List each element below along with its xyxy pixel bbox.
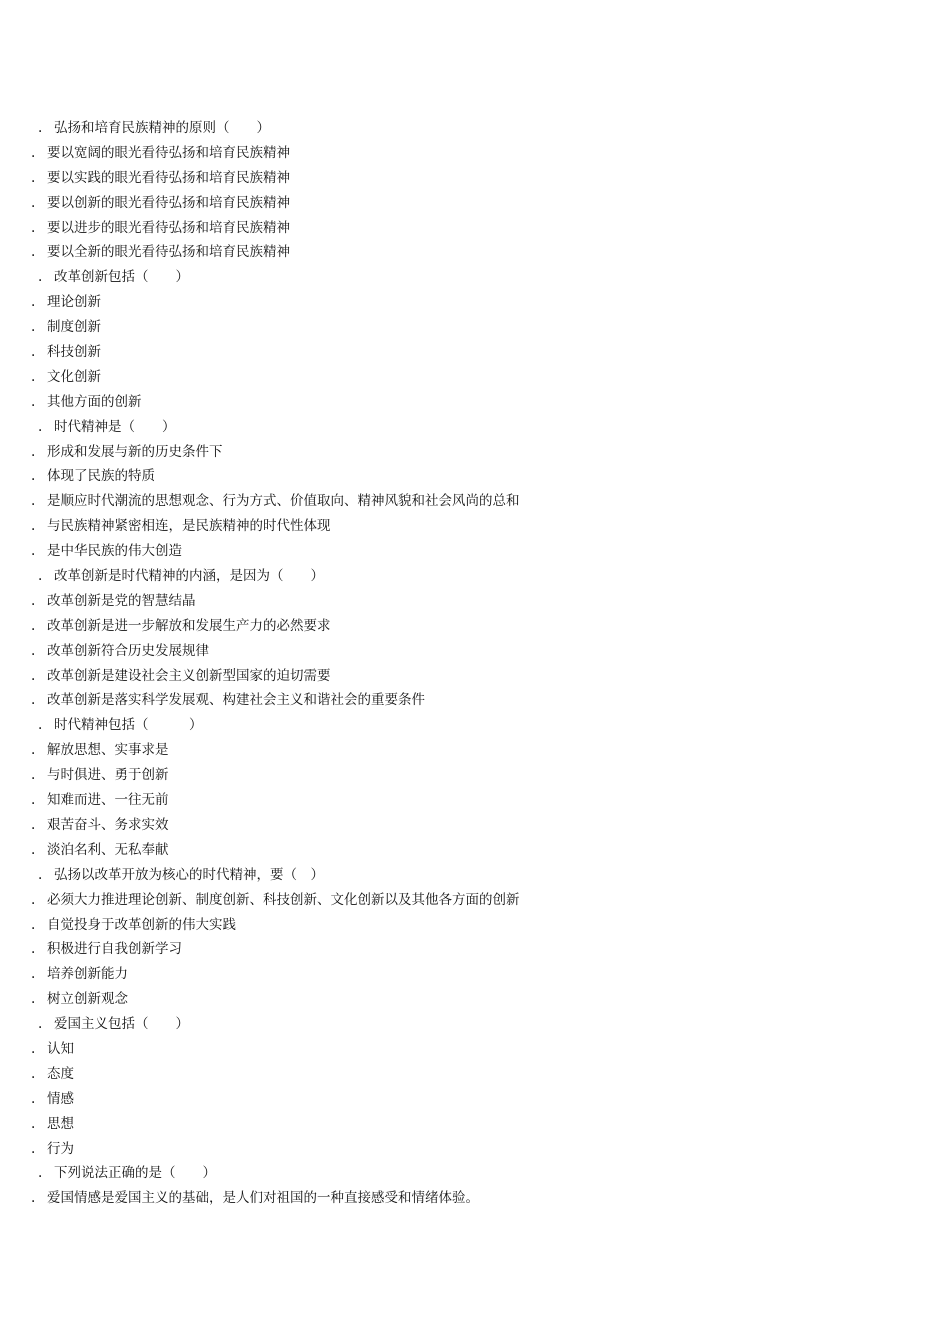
option-text: 淡泊名利、无私奉献 — [47, 841, 169, 858]
option-text: 体现了民族的特质 — [47, 468, 155, 485]
option-1-4 — [0, 216, 950, 241]
option-7-5 — [0, 1137, 950, 1162]
question-text: 弘扬和培育民族精神的原则（ ） — [54, 120, 270, 136]
option-1-1 — [0, 141, 950, 166]
question-4 — [0, 564, 950, 589]
option-marker: . — [31, 891, 36, 908]
option-3-2 — [0, 464, 950, 489]
option-3-1 — [0, 440, 950, 465]
option-3-3 — [0, 489, 950, 514]
option-6-2 — [0, 913, 950, 938]
option-1-2 — [0, 166, 950, 191]
question-marker: . — [38, 568, 43, 585]
option-marker: . — [31, 219, 36, 236]
option-text: 认知 — [47, 1040, 74, 1057]
option-marker: . — [31, 294, 36, 311]
question-2 — [0, 265, 950, 290]
option-text: 与时俱进、勇于创新 — [47, 767, 169, 784]
option-7-4 — [0, 1112, 950, 1137]
option-text: 行为 — [47, 1140, 74, 1157]
option-text: 要以全新的眼光看待弘扬和培育民族精神 — [47, 244, 290, 261]
option-marker: . — [31, 1090, 36, 1107]
option-marker: . — [31, 642, 36, 659]
option-marker: . — [31, 518, 36, 535]
option-text: 科技创新 — [47, 344, 101, 361]
option-marker: . — [31, 393, 36, 410]
question-marker: . — [38, 717, 43, 734]
option-marker: . — [31, 493, 36, 510]
option-text: 要以实践的眼光看待弘扬和培育民族精神 — [47, 169, 290, 186]
question-marker: . — [38, 269, 43, 286]
option-marker: . — [31, 742, 36, 759]
option-7-3 — [0, 1087, 950, 1112]
option-marker: . — [31, 617, 36, 634]
option-text: 理论创新 — [47, 294, 101, 311]
option-marker: . — [31, 692, 36, 709]
option-text: 爱国情感是爱国主义的基础，是人们对祖国的一种直接感受和情绪体验。 — [47, 1190, 479, 1207]
option-marker: . — [31, 344, 36, 361]
option-marker: . — [31, 1065, 36, 1082]
option-1-3 — [0, 191, 950, 216]
option-text: 改革创新符合历史发展规律 — [47, 642, 209, 659]
option-marker: . — [31, 368, 36, 385]
option-7-1 — [0, 1037, 950, 1062]
option-5-2 — [0, 763, 950, 788]
option-marker: . — [31, 592, 36, 609]
option-4-3 — [0, 639, 950, 664]
option-text: 必须大力推进理论创新、制度创新、科技创新、文化创新以及其他各方面的创新 — [47, 891, 520, 908]
option-marker: . — [31, 792, 36, 809]
option-marker: . — [31, 841, 36, 858]
option-marker: . — [31, 816, 36, 833]
option-text: 自觉投身于改革创新的伟大实践 — [47, 916, 236, 933]
option-3-4 — [0, 514, 950, 539]
option-5-4 — [0, 813, 950, 838]
option-marker: . — [31, 244, 36, 261]
option-marker: . — [31, 1115, 36, 1132]
question-text: 爱国主义包括（ ） — [54, 1016, 189, 1033]
question-6 — [0, 863, 950, 888]
question-text: 时代精神包括（ ） — [54, 717, 203, 734]
option-2-3 — [0, 340, 950, 365]
option-marker: . — [31, 1140, 36, 1157]
question-marker: . — [38, 418, 43, 435]
option-4-2 — [0, 614, 950, 639]
option-6-4 — [0, 962, 950, 987]
option-marker: . — [31, 144, 36, 161]
option-marker: . — [31, 468, 36, 485]
question-marker: . — [38, 1016, 43, 1033]
option-text: 形成和发展与新的历史条件下 — [47, 443, 223, 460]
question-text: 改革创新是时代精神的内涵，是因为（ ） — [54, 568, 324, 585]
option-marker: . — [31, 966, 36, 983]
option-text: 改革创新是进一步解放和发展生产力的必然要求 — [47, 617, 331, 634]
option-text: 解放思想、实事求是 — [47, 742, 169, 759]
option-text: 文化创新 — [47, 368, 101, 385]
option-text: 与民族精神紧密相连，是民族精神的时代性体现 — [47, 518, 331, 535]
question-text: 弘扬以改革开放为核心的时代精神，要（ ） — [54, 866, 324, 883]
option-2-2 — [0, 315, 950, 340]
option-text: 制度创新 — [47, 319, 101, 336]
option-marker: . — [31, 941, 36, 958]
option-marker: . — [31, 1040, 36, 1057]
option-marker: . — [31, 667, 36, 684]
option-2-1 — [0, 290, 950, 315]
option-text: 改革创新是党的智慧结晶 — [47, 592, 196, 609]
question-1 — [0, 116, 950, 141]
option-6-1 — [0, 888, 950, 913]
option-text: 树立创新观念 — [47, 991, 128, 1008]
option-text: 艰苦奋斗、务求实效 — [47, 816, 169, 833]
option-text: 改革创新是落实科学发展观、构建社会主义和谐社会的重要条件 — [47, 692, 425, 709]
option-6-5 — [0, 987, 950, 1012]
option-text: 是中华民族的伟大创造 — [47, 543, 182, 560]
option-4-4 — [0, 664, 950, 689]
question-5 — [0, 713, 950, 738]
option-marker: . — [31, 169, 36, 186]
option-5-3 — [0, 788, 950, 813]
option-marker: . — [31, 319, 36, 336]
option-text: 改革创新是建设社会主义创新型国家的迫切需要 — [47, 667, 331, 684]
option-marker: . — [31, 543, 36, 560]
option-8-1 — [0, 1186, 950, 1211]
question-list — [0, 116, 950, 1211]
question-marker: . — [38, 866, 43, 883]
option-7-2 — [0, 1062, 950, 1087]
question-marker: . — [38, 1165, 43, 1182]
option-3-5 — [0, 539, 950, 564]
option-1-5 — [0, 240, 950, 265]
question-text: 下列说法正确的是（ ） — [54, 1165, 216, 1182]
option-text: 培养创新能力 — [47, 966, 128, 983]
option-marker: . — [31, 194, 36, 211]
question-text: 时代精神是（ ） — [54, 418, 176, 435]
option-marker: . — [31, 916, 36, 933]
option-2-4 — [0, 365, 950, 390]
option-marker: . — [31, 1190, 36, 1207]
option-text: 思想 — [47, 1115, 74, 1132]
option-text: 知难而进、一往无前 — [47, 792, 169, 809]
option-text: 要以创新的眼光看待弘扬和培育民族精神 — [47, 194, 290, 211]
option-text: 其他方面的创新 — [47, 393, 142, 410]
option-marker: . — [31, 991, 36, 1008]
option-4-5 — [0, 688, 950, 713]
option-text: 是顺应时代潮流的思想观念、行为方式、价值取向、精神风貌和社会风尚的总和 — [47, 493, 520, 510]
option-text: 情感 — [47, 1090, 74, 1107]
option-2-5 — [0, 390, 950, 415]
option-marker: . — [31, 767, 36, 784]
question-3 — [0, 415, 950, 440]
question-marker: . — [38, 120, 43, 136]
option-text: 要以宽阔的眼光看待弘扬和培育民族精神 — [47, 144, 290, 161]
option-text: 态度 — [47, 1065, 74, 1082]
option-6-3 — [0, 937, 950, 962]
question-text: 改革创新包括（ ） — [54, 269, 189, 286]
option-4-1 — [0, 589, 950, 614]
option-5-1 — [0, 738, 950, 763]
option-text: 积极进行自我创新学习 — [47, 941, 182, 958]
question-7 — [0, 1012, 950, 1037]
option-5-5 — [0, 838, 950, 863]
question-8 — [0, 1161, 950, 1186]
option-text: 要以进步的眼光看待弘扬和培育民族精神 — [47, 219, 290, 236]
option-marker: . — [31, 443, 36, 460]
